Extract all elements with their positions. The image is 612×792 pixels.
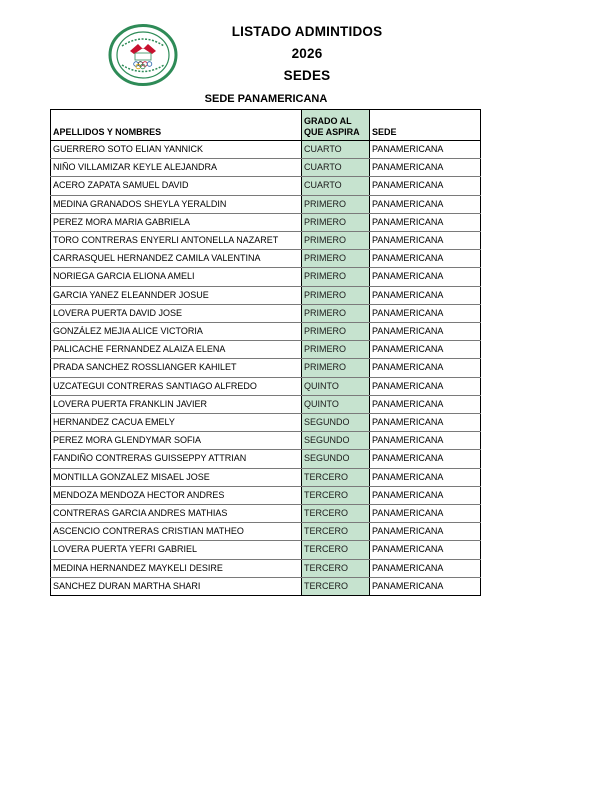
admitted-table: [50, 109, 481, 596]
cell-sede: PANAMERICANA: [370, 159, 481, 177]
table-row: [51, 486, 481, 504]
cell-name: TORO CONTRERAS ENYERLI ANTONELLA NAZARET: [51, 232, 302, 250]
cell-name: UZCATEGUI CONTRERAS SANTIAGO ALFREDO: [51, 377, 302, 395]
cell-name: NIÑO VILLAMIZAR KEYLE ALEJANDRA: [51, 159, 302, 177]
document-year: 2026: [291, 46, 323, 61]
cell-name: MEDINA HERNANDEZ MAYKELI DESIRE: [51, 559, 302, 577]
cell-sede: PANAMERICANA: [370, 395, 481, 413]
cell-grade: SEGUNDO: [302, 432, 370, 450]
cell-sede: PANAMERICANA: [370, 505, 481, 523]
table-row: [51, 177, 481, 195]
cell-grade: PRIMERO: [302, 232, 370, 250]
cell-sede: PANAMERICANA: [370, 341, 481, 359]
cell-sede: PANAMERICANA: [370, 323, 481, 341]
table-row: [51, 341, 481, 359]
cell-sede: PANAMERICANA: [370, 414, 481, 432]
cell-grade: SEGUNDO: [302, 450, 370, 468]
cell-grade: TERCERO: [302, 468, 370, 486]
cell-grade: QUINTO: [302, 377, 370, 395]
cell-sede: PANAMERICANA: [370, 432, 481, 450]
cell-grade: CUARTO: [302, 159, 370, 177]
table-row: [51, 141, 481, 159]
cell-sede: PANAMERICANA: [370, 377, 481, 395]
cell-sede: PANAMERICANA: [372, 580, 444, 591]
cell-sede: PANAMERICANA: [370, 304, 481, 322]
table-row: [51, 268, 481, 286]
table-row: [51, 250, 481, 268]
table-row: [51, 232, 481, 250]
cell-grade: TERCERO: [302, 577, 370, 595]
table-row: [51, 559, 481, 577]
cell-name: MONTILLA GONZALEZ MISAEL JOSE: [51, 468, 302, 486]
cell-name: CONTRERAS GARCIA ANDRES MATHIAS: [51, 505, 302, 523]
table-row: [51, 323, 481, 341]
table-row: [51, 523, 481, 541]
cell-sede: PANAMERICANA: [370, 213, 481, 231]
cell-name: MEDINA GRANADOS SHEYLA YERALDIN: [51, 195, 302, 213]
cell-name: PEREZ MORA MARIA GABRIELA: [51, 213, 302, 231]
cell-name: CARRASQUEL HERNANDEZ CAMILA VALENTINA: [51, 250, 302, 268]
cell-sede: PANAMERICANA: [370, 232, 481, 250]
column-header-grade: [302, 110, 370, 141]
cell-name: LOVERA PUERTA DAVID JOSE: [51, 304, 302, 322]
table-row: [51, 541, 481, 559]
table-row: [51, 304, 481, 322]
column-header-grade-line1: GRADO AL: [304, 116, 352, 126]
school-seal-icon: [108, 24, 178, 86]
cell-sede: PANAMERICANA: [370, 523, 481, 541]
cell-name: PRADA SANCHEZ ROSSLIANGER KAHILET: [51, 359, 302, 377]
cell-grade: TERCERO: [302, 541, 370, 559]
cell-sede: PANAMERICANA: [370, 195, 481, 213]
cell-name: FANDIÑO CONTRERAS GUISSEPPY ATTRIAN: [51, 450, 302, 468]
cell-grade: TERCERO: [302, 505, 370, 523]
cell-name: MENDOZA MENDOZA HECTOR ANDRES: [51, 486, 302, 504]
cell-grade: PRIMERO: [302, 286, 370, 304]
cell-sede: PANAMERICANA: [370, 450, 481, 468]
sede-heading: SEDE PANAMERICANA: [204, 93, 328, 105]
cell-grade: TERCERO: [302, 559, 370, 577]
table-row: [51, 377, 481, 395]
cell-name: ACERO ZAPATA SAMUEL DAVID: [51, 177, 302, 195]
cell-sede: PANAMERICANA: [370, 541, 481, 559]
cell-grade: PRIMERO: [302, 195, 370, 213]
cell-name: GUERRERO SOTO ELIAN YANNICK: [51, 141, 302, 159]
cell-grade: PRIMERO: [302, 268, 370, 286]
table-row: [51, 159, 481, 177]
table-row: [51, 505, 481, 523]
cell-grade: TERCERO: [302, 523, 370, 541]
cell-sede: PANAMERICANA: [370, 359, 481, 377]
table-row: [51, 395, 481, 413]
cell-name: ASCENCIO CONTRERAS CRISTIAN MATHEO: [51, 523, 302, 541]
table-row: [51, 577, 481, 595]
cell-grade: CUARTO: [302, 141, 370, 159]
table-row: [51, 432, 481, 450]
cell-sede: PANAMERICANA: [370, 468, 481, 486]
column-header-sede: SEDE: [370, 110, 481, 141]
cell-name: PEREZ MORA GLENDYMAR SOFIA: [51, 432, 302, 450]
cell-sede: PANAMERICANA: [370, 177, 481, 195]
cell-name: GARCIA YANEZ ELEANNDER JOSUE: [51, 286, 302, 304]
cell-name: HERNANDEZ CACUA EMELY: [51, 414, 302, 432]
cell-grade: QUINTO: [302, 395, 370, 413]
document-title: LISTADO ADMINTIDOS: [231, 24, 383, 39]
column-header-name: APELLIDOS Y NOMBRES: [51, 110, 302, 141]
cell-name: PALICACHE FERNANDEZ ALAIZA ELENA: [51, 341, 302, 359]
cell-grade: PRIMERO: [302, 250, 370, 268]
table-row: [51, 414, 481, 432]
table-body: [51, 141, 481, 596]
cell-grade: PRIMERO: [302, 323, 370, 341]
document-subtitle: SEDES: [283, 68, 331, 83]
table-row: [51, 468, 481, 486]
cell-grade: SEGUNDO: [302, 414, 370, 432]
table-row: [51, 286, 481, 304]
table-row: [51, 195, 481, 213]
column-header-grade-line2: QUE ASPIRA: [304, 127, 360, 137]
cell-sede: PANAMERICANA: [370, 141, 481, 159]
cell-grade: PRIMERO: [302, 213, 370, 231]
cell-name: LOVERA PUERTA FRANKLIN JAVIER: [51, 395, 302, 413]
cell-sede: PANAMERICANA: [370, 268, 481, 286]
cell-grade: TERCERO: [302, 486, 370, 504]
cell-name: NORIEGA GARCIA ELIONA AMELI: [51, 268, 302, 286]
cell-name: GONZÁLEZ MEJIA ALICE VICTORIA: [51, 323, 302, 341]
table-row: [51, 359, 481, 377]
cell-grade: PRIMERO: [302, 359, 370, 377]
cell-grade: CUARTO: [302, 177, 370, 195]
cell-sede: PANAMERICANA: [370, 559, 481, 577]
cell-name: LOVERA PUERTA YEFRI GABRIEL: [51, 541, 302, 559]
table-row: [51, 450, 481, 468]
cell-sede: PANAMERICANA: [370, 286, 481, 304]
table-row: [51, 213, 481, 231]
cell-grade: PRIMERO: [302, 304, 370, 322]
cell-grade: PRIMERO: [302, 341, 370, 359]
cell-sede: PANAMERICANA: [370, 486, 481, 504]
cell-name: SANCHEZ DURAN MARTHA SHARI: [53, 580, 201, 591]
table-header-row: [51, 110, 481, 141]
cell-sede: PANAMERICANA: [370, 250, 481, 268]
